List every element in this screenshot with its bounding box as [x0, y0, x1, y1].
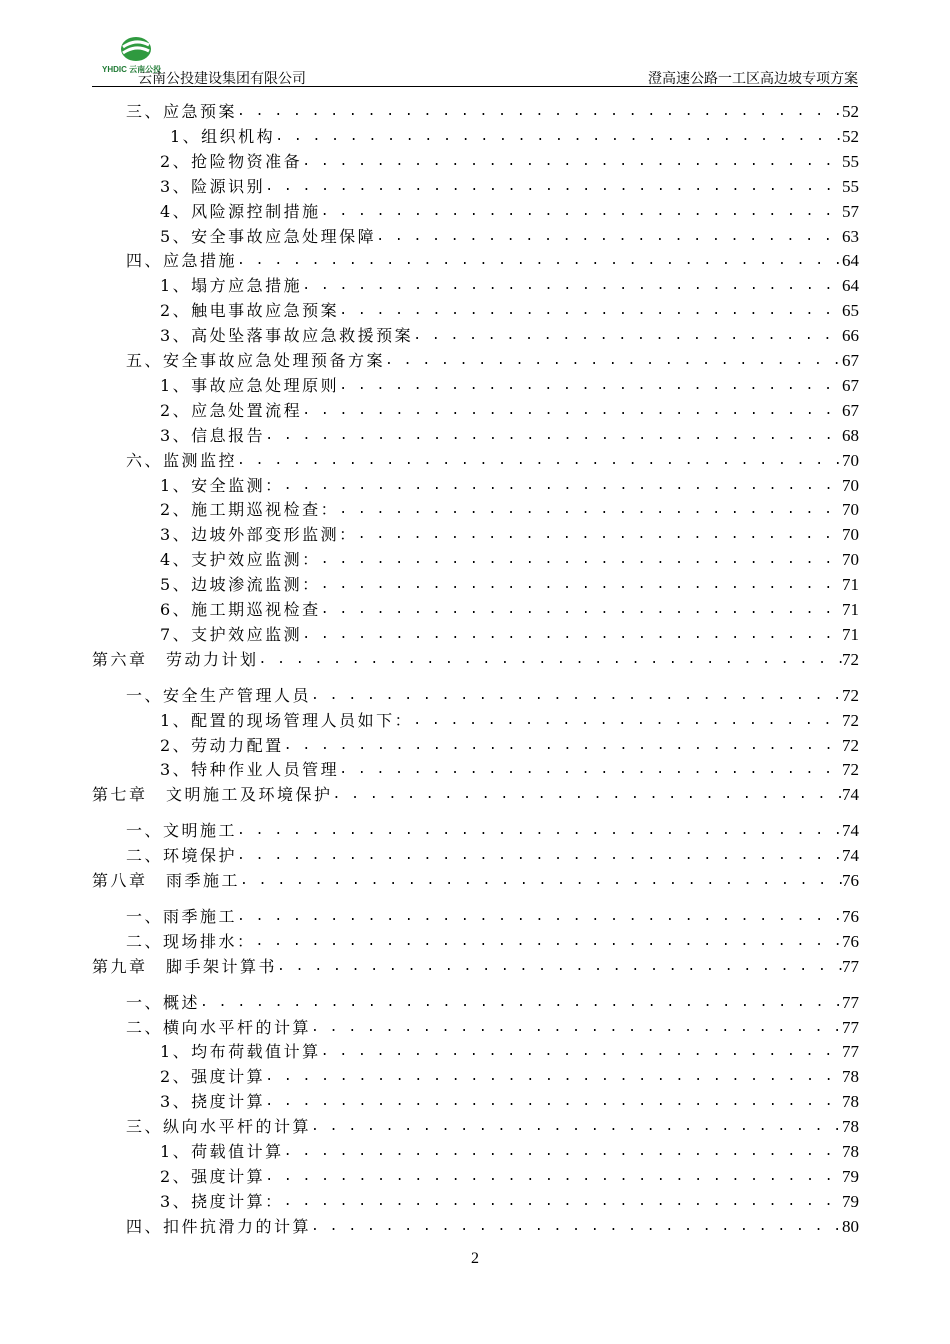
toc-entry-label: 2、触电事故应急预案: [160, 301, 340, 321]
page-header: [92, 30, 858, 86]
toc-entry[interactable]: [92, 123, 859, 147]
toc-entry[interactable]: [92, 272, 859, 296]
toc-entry[interactable]: [92, 928, 859, 952]
toc-entry[interactable]: [92, 447, 859, 471]
toc-entry[interactable]: [92, 322, 859, 346]
toc-entry[interactable]: [92, 173, 859, 197]
toc-entry[interactable]: [92, 903, 859, 927]
toc-entry-page: 71: [842, 575, 859, 595]
toc-dot-leader: [265, 1067, 842, 1087]
toc-entry-page: 78: [842, 1117, 859, 1137]
toc-dot-leader: [265, 177, 842, 197]
toc-dot-leader: [265, 426, 842, 446]
toc-entry-page: 74: [842, 821, 859, 841]
toc-entry[interactable]: [92, 842, 859, 866]
toc-entry-page: 76: [842, 931, 859, 951]
toc-dot-leader: [256, 932, 842, 952]
toc-entry[interactable]: [92, 347, 859, 371]
toc-entry-page: 52: [842, 126, 859, 146]
toc-entry-label: 五、安全事故应急处理预备方案: [126, 351, 386, 370]
toc-entry[interactable]: [92, 1188, 859, 1212]
toc-entry-page: 78: [842, 1067, 859, 1087]
toc-dot-leader: [284, 1192, 842, 1212]
toc-entry[interactable]: [92, 953, 859, 977]
toc-entry[interactable]: [92, 817, 859, 841]
toc-entry-label: 1、事故应急处理原则: [160, 375, 340, 395]
toc-entry-label: 6、施工期巡视检查: [160, 600, 321, 619]
toc-dot-leader: [302, 276, 842, 296]
toc-dot-leader: [302, 401, 842, 421]
toc-dot-leader: [321, 550, 842, 570]
toc-dot-leader: [376, 227, 842, 247]
toc-entry-label: 第九章 脚手架计算书: [92, 956, 278, 976]
toc-dot-leader: [339, 301, 842, 321]
toc-entry-label: 一、文明施工: [126, 821, 238, 841]
toc-entry-label: 三、纵向水平杆的计算: [126, 1117, 312, 1137]
toc-entry[interactable]: [92, 1113, 859, 1137]
toc-entry[interactable]: [92, 781, 859, 805]
toc-entry-label: 3、挠度计算: [160, 1092, 266, 1112]
toc-entry-page: 70: [842, 550, 859, 570]
toc-entry-page: 67: [842, 351, 859, 370]
company-name: 云南公投建设集团有限公司: [138, 72, 306, 87]
toc-dot-leader: [237, 102, 842, 122]
toc-dot-leader: [311, 686, 842, 706]
toc-dot-leader: [265, 1092, 842, 1112]
toc-entry-page: 72: [842, 649, 859, 669]
toc-entry-page: 77: [842, 1017, 859, 1037]
toc-dot-leader: [311, 1018, 842, 1038]
toc-dot-leader: [321, 202, 842, 222]
toc-entry-label: 2、抢险物资准备: [160, 151, 303, 171]
toc-entry[interactable]: [92, 1014, 859, 1038]
toc-entry-label: 二、环境保护: [126, 846, 238, 866]
toc-entry[interactable]: [92, 297, 859, 321]
toc-entry-label: 六、监测监控: [126, 450, 238, 470]
toc-dot-leader: [240, 871, 842, 891]
toc-entry[interactable]: [92, 621, 859, 645]
toc-entry-page: 71: [842, 624, 859, 644]
toc-dot-leader: [321, 600, 842, 620]
toc-entry-page: 63: [842, 226, 859, 246]
toc-entry-label: 2、应急处置流程: [160, 400, 303, 420]
toc-entry-page: 70: [842, 500, 859, 520]
toc-entry-label: 一、概述: [126, 992, 201, 1012]
toc-entry[interactable]: [92, 867, 859, 891]
toc-entry[interactable]: [92, 1213, 859, 1237]
toc-dot-leader: [311, 1117, 842, 1137]
toc-entry-label: 2、强度计算: [160, 1067, 266, 1087]
toc-entry[interactable]: [92, 198, 859, 222]
toc-entry[interactable]: [92, 989, 859, 1013]
toc-entry[interactable]: [92, 571, 859, 595]
toc-entry[interactable]: [92, 707, 859, 731]
toc-entry-label: 1、组织机构: [170, 126, 276, 146]
toc-dot-leader: [259, 650, 842, 670]
toc-dot-leader: [358, 525, 842, 545]
toc-entry-page: 74: [842, 846, 859, 866]
toc-entry-label: 二、现场排水：: [126, 931, 256, 951]
toc-entry-page: 71: [842, 600, 859, 619]
toc-dot-leader: [339, 500, 842, 520]
project-title: 澄高速公路一工区高边坡专项方案: [648, 72, 858, 87]
toc-entry[interactable]: [92, 397, 859, 421]
toc-entry-page: 72: [842, 710, 859, 730]
toc-entry[interactable]: [92, 596, 859, 620]
toc-entry-label: 第八章 雨季施工: [92, 871, 241, 890]
toc-dot-leader: [265, 1167, 842, 1187]
toc-entry-page: 76: [842, 906, 859, 926]
toc-entry-page: 74: [842, 785, 859, 805]
toc-entry[interactable]: [92, 472, 859, 496]
toc-entry-label: 3、险源识别: [160, 176, 266, 196]
toc-entry-page: 76: [842, 871, 859, 890]
toc-entry[interactable]: [92, 247, 859, 271]
toc-entry-page: 68: [842, 425, 859, 445]
toc-entry-label: 三、应急预案: [126, 102, 238, 121]
toc-dot-leader: [321, 575, 842, 595]
toc-entry-page: 55: [842, 176, 859, 196]
page-number: 2: [471, 1250, 479, 1267]
toc-entry[interactable]: [92, 1088, 859, 1112]
toc-entry-page: 70: [842, 450, 859, 470]
toc-entry[interactable]: [92, 1138, 859, 1162]
toc-entry-label: 4、风险源控制措施: [160, 201, 321, 221]
toc-entry-page: 70: [842, 475, 859, 495]
toc-entry-label: 3、边坡外部变形监测：: [160, 525, 358, 545]
toc-entry-page: 64: [842, 251, 859, 271]
toc-entry-label: 2、施工期巡视检查：: [160, 500, 340, 520]
toc-entry-label: 1、均布荷载值计算: [160, 1042, 321, 1062]
toc-dot-leader: [237, 821, 842, 841]
toc-entry-page: 78: [842, 1142, 859, 1161]
toc-dot-leader: [284, 476, 842, 496]
toc-entry-page: 65: [842, 301, 859, 321]
toc-entry[interactable]: [92, 546, 859, 570]
toc-entry-page: 70: [842, 525, 859, 545]
toc-dot-leader: [302, 625, 842, 645]
toc-entry-page: 79: [842, 1191, 859, 1211]
toc-dot-leader: [413, 711, 842, 731]
toc-entry-page: 67: [842, 400, 859, 420]
toc-dot-leader: [277, 957, 842, 977]
toc-entry[interactable]: [92, 732, 859, 756]
toc-entry-label: 四、扣件抗滑力的计算: [126, 1216, 312, 1236]
toc-entry-label: 2、劳动力配置: [160, 735, 284, 755]
toc-entry-label: 1、配置的现场管理人员如下：: [160, 710, 414, 730]
toc-dot-leader: [237, 846, 842, 866]
toc-entry[interactable]: [92, 1038, 859, 1062]
toc-dot-leader: [237, 907, 842, 927]
toc-entry-page: 64: [842, 276, 859, 296]
toc-entry-label: 一、安全生产管理人员: [126, 685, 312, 705]
toc-dot-leader: [284, 1142, 842, 1162]
toc-entry-label: 3、高处坠落事故应急救援预案: [160, 326, 414, 346]
toc-entry-page: 67: [842, 375, 859, 395]
toc-entry[interactable]: [92, 521, 859, 545]
toc-entry[interactable]: [92, 422, 859, 446]
toc-entry[interactable]: [92, 372, 859, 396]
toc-entry-page: 55: [842, 151, 859, 171]
toc-entry-label: 7、支护效应监测: [160, 624, 303, 644]
toc-dot-leader: [339, 760, 842, 780]
toc-entry-page: 72: [842, 685, 859, 705]
toc-entry-label: 3、挠度计算：: [160, 1191, 284, 1211]
toc-entry-page: 66: [842, 326, 859, 346]
toc-dot-leader: [333, 785, 842, 805]
toc-entry-page: 77: [842, 992, 859, 1012]
toc-dot-leader: [302, 152, 842, 172]
toc-dot-leader: [339, 376, 842, 396]
toc-dot-leader: [321, 1042, 842, 1062]
toc-entry[interactable]: [92, 1063, 859, 1087]
toc-entry-label: 1、安全监测：: [160, 475, 284, 495]
toc-entry[interactable]: [92, 646, 859, 670]
toc-entry[interactable]: [92, 223, 859, 247]
logo-text: YHDIC 云南公投: [102, 65, 162, 74]
toc-dot-leader: [200, 993, 842, 1013]
toc-entry-label: 2、强度计算: [160, 1166, 266, 1186]
toc-entry-label: 第七章 文明施工及环境保护: [92, 785, 333, 805]
toc-entry[interactable]: [92, 682, 859, 706]
toc-entry-label: 5、安全事故应急处理保障: [160, 226, 377, 246]
toc-entry-label: 3、信息报告: [160, 425, 266, 445]
toc-entry-page: 79: [842, 1166, 859, 1186]
toc-entry[interactable]: [92, 148, 859, 172]
toc-entry-page: 77: [842, 1042, 859, 1062]
toc-entry-page: 72: [842, 735, 859, 755]
logo-emblem-icon: [118, 34, 154, 64]
toc-entry-label: 1、塌方应急措施: [160, 276, 303, 296]
toc-dot-leader: [275, 127, 842, 147]
toc-entry[interactable]: [92, 496, 859, 520]
toc-entry-page: 57: [842, 201, 859, 221]
toc-entry-label: 二、横向水平杆的计算: [126, 1017, 312, 1037]
toc-dot-leader: [311, 1217, 842, 1237]
toc-entry[interactable]: [92, 98, 859, 122]
toc-entry-page: 77: [842, 956, 859, 976]
toc-entry-label: 一、雨季施工: [126, 906, 238, 926]
toc-dot-leader: [385, 351, 842, 371]
toc-dot-leader: [237, 451, 842, 471]
toc-entry-label: 四、应急措施: [126, 251, 238, 271]
toc-entry-label: 3、特种作业人员管理: [160, 760, 340, 780]
toc-entry-page: 78: [842, 1092, 859, 1112]
header-divider: [92, 86, 858, 87]
toc-dot-leader: [413, 326, 842, 346]
toc-entry-label: 第六章 劳动力计划: [92, 649, 259, 669]
toc-dot-leader: [284, 736, 842, 756]
toc-entry-label: 1、荷载值计算: [160, 1142, 284, 1161]
toc-entry-page: 52: [842, 102, 859, 121]
toc-entry-label: 5、边坡渗流监测：: [160, 575, 321, 595]
toc-entry-page: 80: [842, 1216, 859, 1236]
toc-entry-page: 72: [842, 760, 859, 780]
toc-dot-leader: [237, 251, 842, 271]
toc-entry[interactable]: [92, 756, 859, 780]
toc-entry[interactable]: [92, 1163, 859, 1187]
toc-entry-label: 4、支护效应监测：: [160, 550, 321, 570]
